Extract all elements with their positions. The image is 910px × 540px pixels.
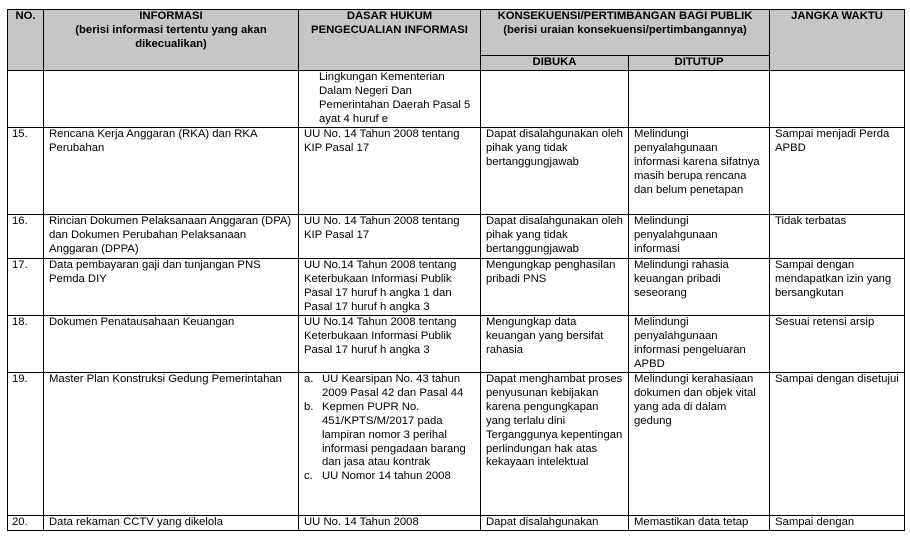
cell-jangka: Sampai dengan disetujui [770,373,905,516]
cell-dibuka: Dapat disalahgunakan [481,516,629,531]
cell-dibuka: Dapat disalahgunakan oleh pihak yang tidak bertanggungjawab [481,128,629,215]
cell-informasi: Rincian Dokumen Pelaksanaan Anggaran (DPA) dan Dokumen Perubahan Pelaksanaan Anggaran (DPPA) [44,215,299,259]
exception-information-table [7,9,905,531]
cell-informasi [44,71,299,128]
table-row [8,215,905,259]
header-konsekuensi [481,10,770,56]
cell-no: 15. [8,128,44,215]
cell-no: 19. [8,373,44,516]
cell-dibuka: Dapat disalahgunakan oleh pihak yang tidak bertanggungjawab [481,215,629,259]
cell-informasi: Dokumen Penatausahaan Keuangan [44,316,299,373]
cell-dasar: UU No. 14 Tahun 2008 [299,516,481,531]
header-dibuka: DIBUKA [481,56,629,71]
header-konsekuensi-title: KONSEKUENSI/PERTIMBANGAN BAGI PUBLIK [497,10,753,22]
table-row-continuation [8,71,905,128]
cell-no [8,71,44,128]
cell-dibuka [481,71,629,128]
cell-jangka: Sampai dengan mendapatkan izin yang bersangkutan [770,259,905,316]
cell-jangka [770,71,905,128]
header-informasi-title: INFORMASI [139,10,203,22]
header-konsekuensi-subtitle: (berisi uraian konsekuensi/pertimbangannya) [503,23,747,36]
cell-dasar: UU No. 14 Tahun 2008 tentang KIP Pasal 17 [299,128,481,215]
list-item: c. UU Nomor 14 tahun 2008 [304,470,451,483]
cell-jangka: Sampai menjadi Perda APBD [770,128,905,215]
header-informasi-subtitle: (berisi informasi tertentu yang akan dikecualikan) [75,23,267,50]
cell-ditutup: Melindungi kerahasiaan dokumen dan objek vital yang ada di dalam gedung [629,373,770,516]
cell-informasi: Rencana Kerja Anggaran (RKA) dan RKA Perubahan [44,128,299,215]
list-item: a. UU Kearsipan No. 43 tahun 2009 Pasal 42 dan Pasal 44 [304,373,464,399]
cell-no: 16. [8,215,44,259]
cell-dibuka: Mengungkap data keuangan yang bersifat rahasia [481,316,629,373]
table-row [8,259,905,316]
header-dasar-hukum: DASAR HUKUM PENGECUALIAN INFORMASI [299,10,481,71]
table-row [8,128,905,215]
cell-jangka: Sesuai retensi arsip [770,316,905,373]
cell-ditutup: Memastikan data tetap [629,516,770,531]
cell-informasi: Master Plan Konstruksi Gedung Pemerintahan [44,373,299,516]
table-row [8,516,905,531]
cell-ditutup: Melindungi penyalahgunaan informasi karena sifatnya masih berupa rencana dan belum penetapan [629,128,770,215]
list-item: b. Kepmen PUPR No. 451/KPTS/M/2017 pada lampiran nomor 3 perihal informasi pengadaan barang dan jasa atau kontrak [304,400,466,469]
cell-dasar: UU No. 14 Tahun 2008 tentang KIP Pasal 17 [299,215,481,259]
header-ditutup: DITUTUP [629,56,770,71]
header-informasi [44,10,299,71]
cell-dibuka: Mengungkap penghasilan pribadi PNS [481,259,629,316]
cell-ditutup: Melindungi penyalahgunaan informasi [629,215,770,259]
cell-ditutup: Melindungi rahasia keuangan pribadi seseorang [629,259,770,316]
table-row [8,316,905,373]
header-jangka-waktu: JANGKA WAKTU [770,10,905,71]
cell-dasar: UU No.14 Tahun 2008 tentang Keterbukaan Informasi Publik Pasal 17 huruf h angka 3 [299,316,481,373]
cell-jangka: Sampai dengan [770,516,905,531]
cell-ditutup: Melindungi penyalahgunaan informasi pengeluaran APBD [629,316,770,373]
cell-dasar [299,373,481,516]
cell-ditutup [629,71,770,128]
cell-no: 18. [8,316,44,373]
table-row [8,373,905,516]
dasar-hukum-list [304,373,475,484]
cell-informasi: Data rekaman CCTV yang dikelola [44,516,299,531]
cell-dasar: UU No.14 Tahun 2008 tentang Keterbukaan Informasi Publik Pasal 17 huruf h angka 1 dan Pasal 17 huruf h angka 3 [299,259,481,316]
cell-no: 20. [8,516,44,531]
cell-informasi: Data pembayaran gaji dan tunjangan PNS Pemda DIY [44,259,299,316]
cell-jangka: Tidak terbatas [770,215,905,259]
header-no: NO. [8,10,44,71]
cell-dibuka: Dapat menghambat proses penyusunan kebijakan karena pengungkapan yang terlalu dini Terganggunya kepentingan perlindungan hak atas kekayaan intelektual [481,373,629,516]
cell-dasar: Lingkungan Kementerian Dalam Negeri Dan Pemerintahan Daerah Pasal 5 ayat 4 huruf e [299,71,481,128]
cell-no: 17. [8,259,44,316]
